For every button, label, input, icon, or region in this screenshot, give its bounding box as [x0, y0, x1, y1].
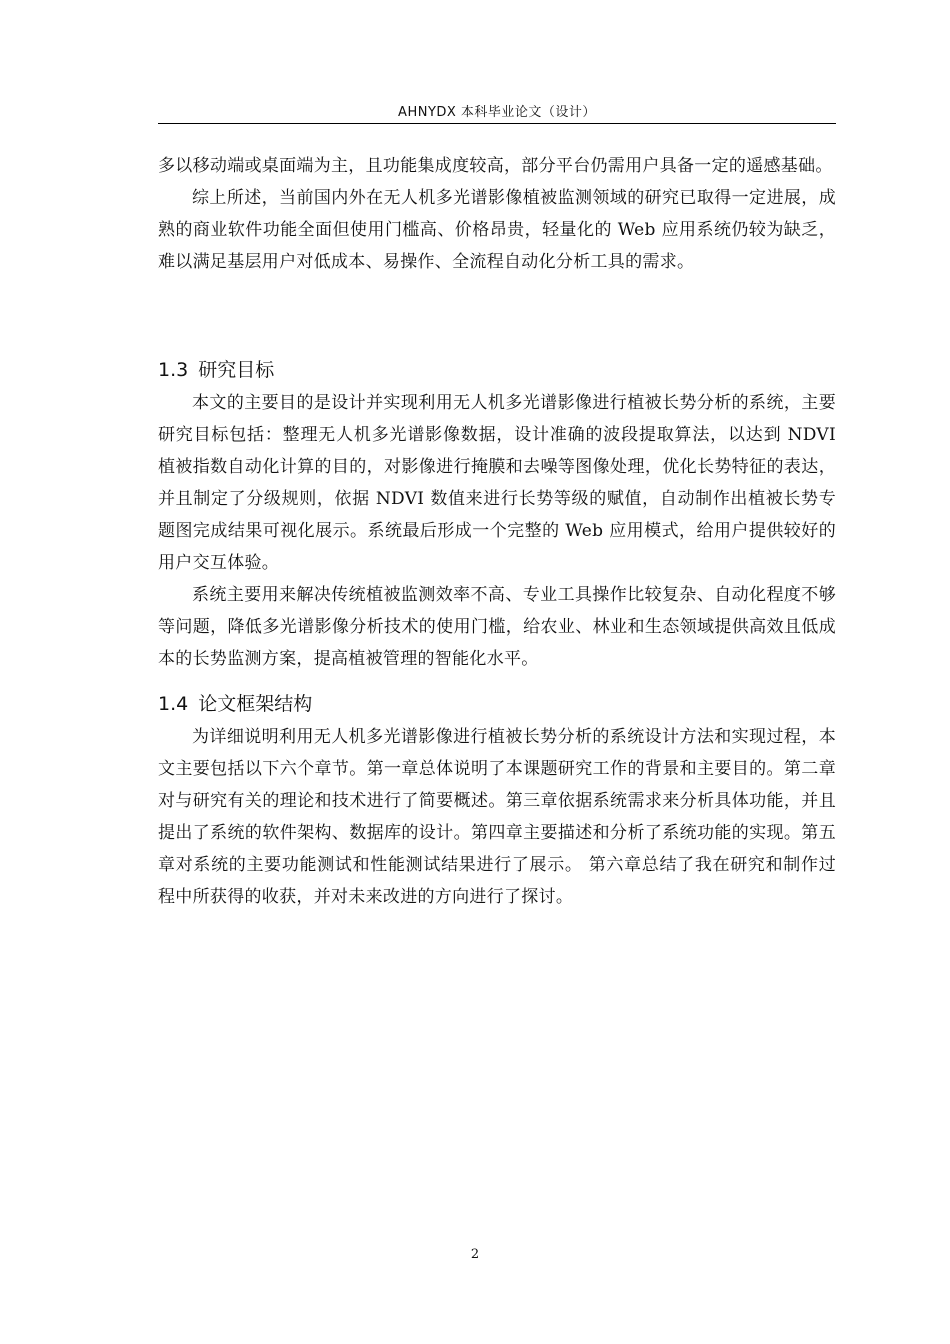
section-heading: [158, 356, 836, 384]
section-heading: [158, 690, 836, 718]
section-title: 研究目标: [198, 359, 275, 381]
section-number: 1.3: [158, 359, 189, 381]
section-1-4: [158, 690, 836, 718]
header-divider: [158, 123, 836, 124]
paragraph-summary: 综上所述，当前国内外在无人机多光谱影像植被监测领域的研究已取得一定进展，成熟的商业软件功能全面但使用门槛高、价格昂贵，轻量化的 Web 应用系统仍较为缺乏，难以满足基层用户对低成本、易操作、全流程自动化分析工具的需求。: [158, 188, 836, 272]
running-header: AHNYDX 本科毕业论文（设计）: [398, 105, 596, 120]
page-number: 2: [470, 1247, 480, 1262]
paragraph-thesis-structure: 为详细说明利用无人机多光谱影像进行植被长势分析的系统设计方法和实现过程，本文主要包括以下六个章节。第一章总体说明了本课题研究工作的背景和主要目的。第二章对与研究有关的理论和技术进行了简要概述。第三章依据系统需求来分析具体功能，并且提出了系统的软件架构、数据库的设计。第四章主要描述和分析了系统功能的实现。第五章对系统的主要功能测试和性能测试结果进行了展示。 第六章总结了我在研究和制作过程中所获得的收获，并对未来改进的方向进行了探讨。: [158, 727, 836, 907]
paragraph-research-goals: 本文的主要目的是设计并实现利用无人机多光谱影像进行植被长势分析的系统，主要研究目标包括：整理无人机多光谱影像数据，设计准确的波段提取算法，以达到 NDVI 植被指数自动化计算的目的，对影像进行掩膜和去噪等图像处理，优化长势特征的表达，并且制定了分级规则，依据 NDVI 数值来进行长势等级的赋值，自动制作出植被长势专题图完成结果可视化展示。系统最后形成一个完整的 Web 应用模式，给用户提供较好的用户交互体验。: [158, 393, 836, 573]
section-1-3: [158, 356, 836, 384]
section-number: 1.4: [158, 693, 189, 715]
paragraph-system-purpose: 系统主要用来解决传统植被监测效率不高、专业工具操作比较复杂、自动化程度不够等问题，降低多光谱影像分析技术的使用门槛，给农业、林业和生态领域提供高效且低成本的长势监测方案，提高植被管理的智能化水平。: [158, 585, 836, 669]
section-title: 论文框架结构: [198, 693, 313, 715]
section-1-3-body: [158, 387, 836, 675]
paragraph-continued: 多以移动端或桌面端为主，且功能集成度较高，部分平台仍需用户具备一定的遥感基础。: [158, 156, 833, 176]
intro-block: [158, 150, 836, 278]
section-1-4-body: [158, 721, 836, 913]
